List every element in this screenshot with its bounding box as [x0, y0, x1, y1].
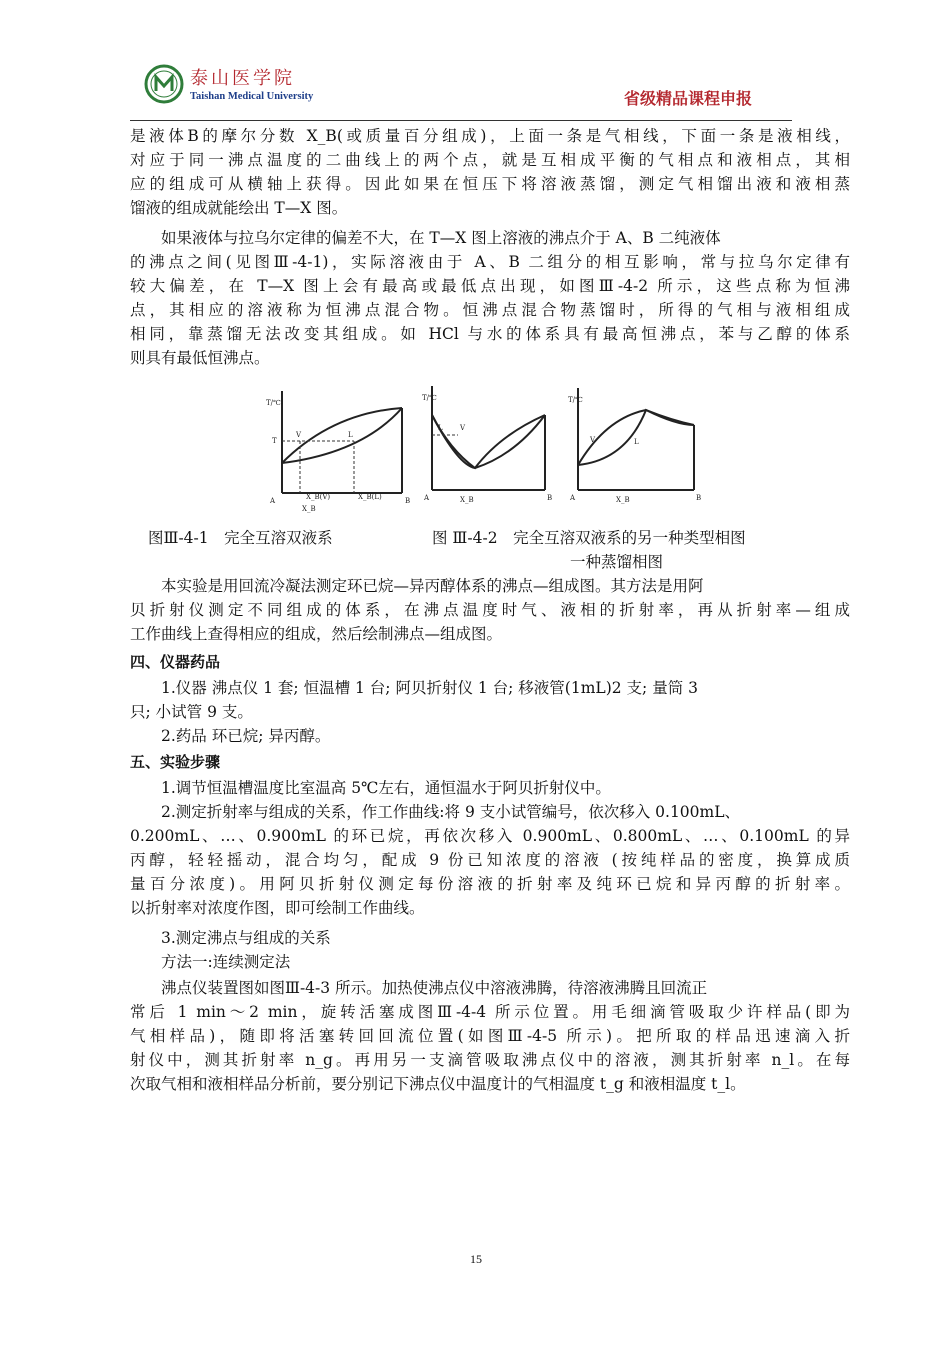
svg-text:A: A [424, 494, 430, 502]
svg-text:X_B: X_B [616, 496, 630, 504]
text-line: 是液体B的摩尔分数 X_B(或质量百分组成)，上面一条是气相线，下面一条是液相线， [130, 127, 850, 145]
university-logo-icon [144, 64, 184, 104]
svg-text:X_B: X_B [460, 496, 474, 504]
paragraph-continuous-method [130, 976, 850, 1096]
svg-text:T/℃: T/℃ [266, 399, 281, 407]
figure-complete-miscible-binary [262, 383, 414, 513]
text-line: 量百分浓度)。用阿贝折射仪测定每份溶液的折射率及纯环已烷和异丙醇的折射率。 [130, 875, 850, 893]
svg-text:B: B [696, 494, 702, 502]
text-line: 0.200mL、…、0.900mL 的环已烷，再依次移入 0.900mL、0.800mL、…、0.100mL 的异 [130, 827, 850, 845]
text-line: 次取气相和液相样品分析前，要分别记下沸点仪中温度计的气相温度 t_g 和液相温度 t_l。 [130, 1075, 746, 1093]
text-line: 较大偏差，在 T—X 图上会有最高或最低点出现，如图Ⅲ-4-2 所示，这些点称为恒沸 [130, 277, 850, 295]
svg-text:A: A [570, 494, 576, 502]
section-instruments-content [130, 676, 850, 748]
text-line: 2.药品 环已烷; 异丙醇。 [161, 727, 331, 745]
text-line: 如果液体与拉乌尔定律的偏差不大，在 T—X 图上溶液的沸点介于 A、B 二纯液体 [161, 229, 721, 247]
svg-text:L: L [348, 431, 353, 439]
svg-text:X_B(V): X_B(V) [306, 493, 331, 501]
svg-text:L: L [634, 438, 639, 446]
svg-text:B: B [405, 497, 411, 505]
paragraph-experiment-principle [130, 574, 850, 646]
text-line: 则具有最低恒沸点。 [130, 349, 270, 367]
phase-diagram-ideal [262, 383, 414, 513]
procedure-step2 [130, 800, 850, 920]
text-line: 点，其相应的溶液称为恒沸点混合物。恒沸点混合物蒸馏时，所得的气相与液相组成 [130, 301, 850, 319]
figure-maximum-azeotrope [566, 380, 706, 510]
text-line: 2.测定折射率与组成的关系，作工作曲线:将 9 支小试管编号，依次移入 0.100mL、 [161, 803, 741, 821]
paragraph-phase-diagram-intro [130, 124, 850, 220]
text-line: 馏液的组成就能绘出 T—X 图。 [130, 199, 348, 217]
paragraph-raoult-deviation [130, 226, 850, 370]
text-line: 沸点仪装置图如图Ⅲ-4-3 所示。加热使沸点仪中溶液沸腾，待溶液沸腾且回流正 [161, 979, 708, 997]
text-line: 的沸点之间(见图Ⅲ-4-1)，实际溶液由于 A、B 二组分的相互影响，常与拉乌尔定律有 [130, 253, 850, 271]
svg-text:B: B [547, 494, 553, 502]
text-line: 以折射率对浓度作图，即可绘制工作曲线。 [130, 899, 425, 917]
text-line: 3.测定沸点与组成的关系 [161, 929, 331, 947]
course-application-label: 省级精品课程申报 [623, 89, 752, 108]
figure2-caption-line1: 图 Ⅲ-4-2 完全互溶双液系的另一种类型相图 [432, 529, 746, 547]
svg-text:X_B: X_B [302, 505, 316, 513]
text-line: 1.仪器 沸点仪 1 套; 恒温槽 1 台; 阿贝折射仪 1 台; 移液管(1mL)2 支; 量筒 3 [161, 679, 698, 697]
text-line: 丙醇，轻轻摇动，混合均匀，配成 9 份已知浓度的溶液 (按纯样品的密度，换算成质 [130, 851, 850, 869]
svg-text:T: T [272, 437, 277, 445]
university-name-cn: 泰山医学院 [190, 68, 295, 89]
svg-text:V: V [460, 424, 466, 432]
phase-diagram-maximum-boiling [566, 380, 706, 510]
university-name-en: Taishan Medical University [190, 91, 314, 102]
svg-text:T/℃: T/℃ [422, 394, 437, 402]
svg-text:X_B(L): X_B(L) [358, 493, 382, 501]
svg-text:T/℃: T/℃ [568, 396, 583, 404]
text-line: 相同，靠蒸馏无法改变其组成。如 HCl 与水的体系具有最高恒沸点，苯与乙醇的体系 [130, 325, 850, 343]
procedure-step3 [130, 926, 850, 974]
svg-text:A: A [270, 497, 276, 505]
phase-diagram-minimum-boiling [420, 380, 560, 510]
figure2-caption-line2: 一种蒸馏相图 [570, 553, 664, 571]
text-line: 只; 小试管 9 支。 [130, 703, 253, 721]
text-line: 工作曲线上查得相应的组成，然后绘制沸点—组成图。 [130, 625, 503, 643]
text-line: 应的组成可从横轴上获得。因此如果在恒压下将溶液蒸馏，测定气相馏出液和液相蒸 [130, 175, 850, 193]
header-rule [130, 120, 792, 121]
text-line: 方法一:连续测定法 [161, 953, 291, 971]
text-line: 贝折射仪测定不同组成的体系，在沸点温度时气、液相的折射率，再从折射率—组成 [130, 601, 850, 619]
svg-text:V: V [590, 436, 596, 444]
text-line: 射仪中，测其折射率 n_g。再用另一支滴管吸取沸点仪中的溶液，测其折射率 n_l。在每 [130, 1051, 850, 1069]
section-title-instruments: 四、仪器药品 [130, 653, 221, 671]
section-title-procedure: 五、实验步骤 [130, 753, 221, 771]
text-line: 常后 1 min～2 min，旋转活塞成图Ⅲ-4-4 所示位置。用毛细滴管吸取少许样品(即为 [130, 1003, 850, 1021]
svg-text:L: L [438, 424, 443, 432]
text-line: 1.调节恒温槽温度比室温高 5℃左右，通恒温水于阿贝折射仪中。 [161, 779, 611, 797]
text-line: 对应于同一沸点温度的二曲线上的两个点，就是互相成平衡的气相点和液相点，其相 [130, 151, 850, 169]
svg-text:V: V [296, 431, 302, 439]
page-header [130, 58, 792, 122]
procedure-step1 [130, 776, 850, 800]
figure1-caption: 图Ⅲ-4-1 完全互溶双液系 [148, 529, 333, 547]
figure-minimum-azeotrope [420, 380, 560, 510]
page-number: 15 [470, 1252, 482, 1266]
text-line: 本实验是用回流冷凝法测定环已烷—异丙醇体系的沸点—组成图。其方法是用阿 [161, 577, 704, 595]
text-line: 气相样品)，随即将活塞转回回流位置(如图Ⅲ-4-5 所示)。把所取的样品迅速滴入折 [130, 1027, 850, 1045]
